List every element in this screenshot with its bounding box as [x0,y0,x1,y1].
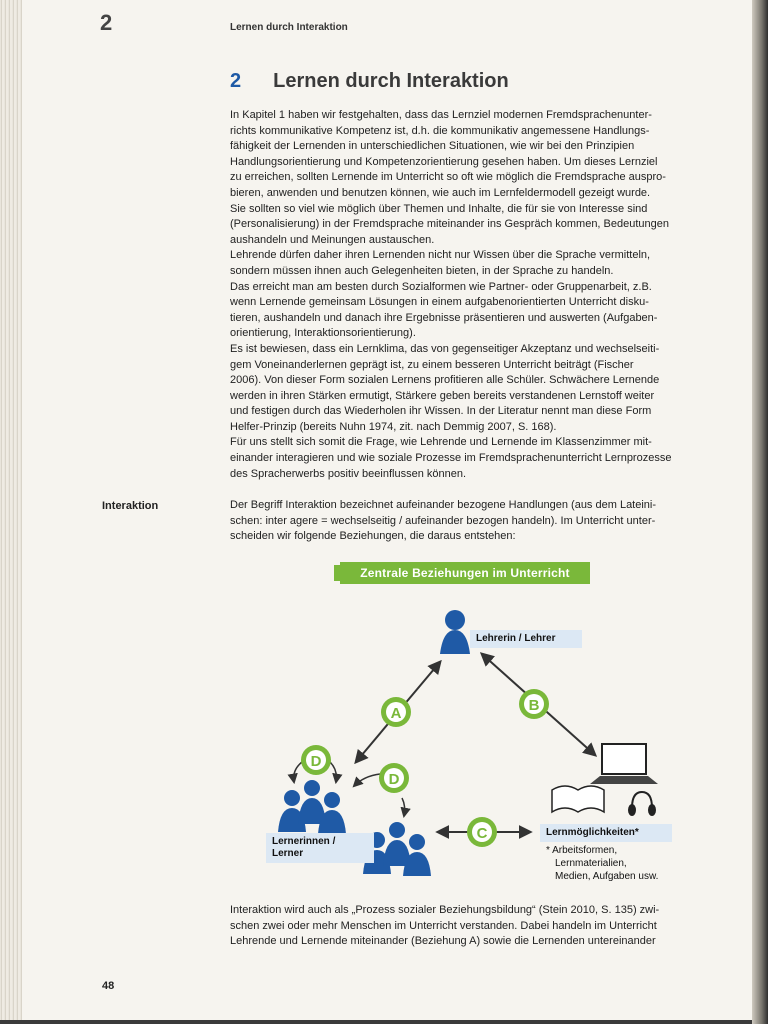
interaction-process-text: Interaktion wird auch als „Prozess sozialer Beziehungsbildung“ (Stein 2010, S. 135) zwi- schen zwei oder mehr Menschen im Unterricht verstanden. Dabei handeln im Unterricht Lehrende und Lernende miteinander (Beziehung A) sowie die Lernenden untereinander [230,904,660,948]
relation-a-letter: A [390,705,402,722]
relation-d-arrow-left [294,762,302,782]
relation-c-badge [467,817,497,847]
relation-d2-arrow-down [402,798,405,816]
chapter-title [230,70,509,93]
resources-list-item: * Arbeitsformen, [546,845,618,856]
running-head: Lernen durch Interaktion [230,22,348,33]
margin-label-interaktion: Interaktion [102,500,159,512]
resources-list-item: Medien, Aufgaben usw. [555,871,659,882]
relation-a-badge [381,697,411,727]
resources-label: Lernmöglichkeiten* [540,824,672,842]
page-edge [752,0,768,1024]
relation-b-badge [519,689,549,719]
relation-d-arrow-right [330,762,336,782]
interaction-definition-text: Der Begriff Interaktion bezeichnet aufeinander bezogene Handlungen (aus dem Lateini- schen: inter agere = wechselseitig / aufeinander bezogen handeln). Im Unterricht unter- scheiden wir folgende Beziehungen, die daraus entstehen: [230,499,657,543]
relation-d2-letter: D [388,771,400,788]
header-chapter-number: 2 [100,10,113,35]
relation-d-badge [301,745,331,775]
teacher-label: Lehrerin / Lehrer [470,630,582,648]
learners-group-icon [278,780,346,834]
open-book-icon [552,786,604,812]
intro-text: In Kapitel 1 haben wir festgehalten, dass das Lernziel modernen Fremdsprachenunter- richts kommunikative Kompetenz ist, d.h. die kommunikativ angemessene Handlungs- fähigkeit der Lernenden in unterschiedlichen Situationen, wie wir bei den Prinzipien Handlungsorientierung und Kompetenzorientierung gesehen haben. Um dieses Lernziel zu erreichen, sollten Lernende im Unterricht so oft wie möglich die Fremdsprache auspro- bieren, anwenden und benutzen können, wie auch im Lernfeldermodell gezeigt wurde. Sie sollten so viel wie möglich über Themen und Inhalte, die für sie von Interesse sind (Personalisierung) in der Fremdsprache miteinander ins Gespräch kommen, Bedeutungen aushandeln und Meinungen austauschen. Lehrende dürfen daher ihren Lernenden nicht nur Wissen über die Sprache vermitteln, sondern müssen ihnen auch Gelegenheiten bieten, in der Sprache zu handeln. Das erreicht man am besten durch Sozialformen wie Partner- oder Gruppenarbeit, z.B. wenn Lernende gemeinsam Lösungen in einem aufgabenorientierten Unterricht disku- tieren, aushandeln und danach ihre Ergebnisse präsentieren und auswerten (Aufgaben- orientierung, Interaktionsorientierung). Es ist bewiesen, dass ein Lernklima, das von gegenseitiger Akzeptanz und wechselseiti- gem Voneinanderlernen geprägt ist, zu einem besseren Unterricht beiträgt (Fischer 2006). Von dieser Form sozialen Lernens profitieren alle Schüler. Schwächere Lernende werden in ihren Stärken ermutigt, Stärkere geben bereits verstandenen Lernstoff weiter und festigen durch das Wiederholen ihr Wissen. In der Literatur nennt man diese Form Helfer-Prinzip (bereits Nuhn 1974, zit. nach Demmig 2007, S. 168). Für uns stellt sich somit die Frage, wie Lehrende und Lernende im Klassenzimmer mit- einander interagieren und wie soziale Prozesse im Fremdsprachenunterricht Lernprozesse des Spracherwerbs positiv beeinflussen können. [230,109,672,480]
page-binding [0,0,22,1020]
page-number: 48 [102,980,115,992]
relation-c-letter: C [476,825,488,842]
learners-label: Lernerinnen / Lerner [266,833,374,863]
chapter-title-text: Lernen durch Interaktion [273,70,509,92]
laptop-icon [590,744,658,784]
relation-d2-badge [379,763,409,793]
relation-d2-arrow-left [354,774,380,786]
resources-list [546,844,658,883]
relation-b-letter: B [528,697,540,714]
relation-d-letter: D [310,753,322,770]
headphones-icon [628,792,656,816]
resources-list-item: Lernmaterialien, [555,858,627,869]
diagram-title: Zentrale Beziehungen im Unterricht [340,562,590,584]
teacher-figure-icon [440,610,470,654]
chapter-title-number: 2 [230,70,242,92]
